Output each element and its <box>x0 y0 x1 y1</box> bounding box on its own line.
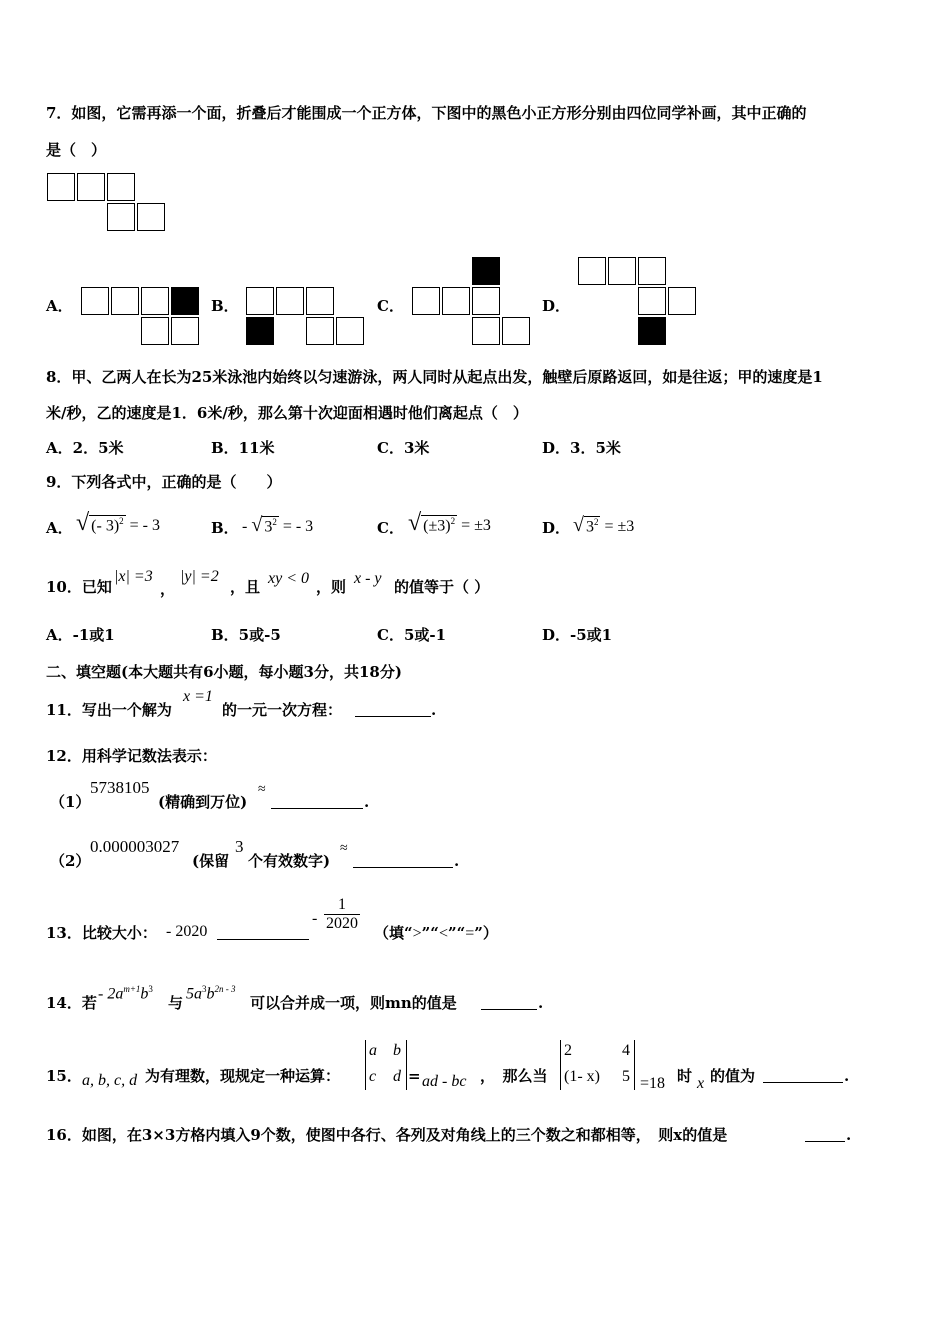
q10-option-a[interactable]: A．-1或1 <box>46 626 115 644</box>
q11-answer-blank[interactable] <box>355 702 431 721</box>
q7-text-2: 是（ ） <box>46 141 107 159</box>
q15-text-2: ， 那么当 <box>480 1067 548 1085</box>
q9-option-d-expr[interactable] <box>573 514 634 537</box>
q11-post: 的一元一次方程： <box>222 701 343 719</box>
q9-d-rhs: = ±3 <box>604 518 635 535</box>
q13-fraction-den: 2020 <box>326 915 358 932</box>
q7-option-d-label[interactable]: D． <box>542 297 571 315</box>
q15-equals-18: =18 <box>640 1075 666 1092</box>
det2-c: (1- x) <box>564 1068 600 1085</box>
q14-answer-blank[interactable] <box>481 995 537 1014</box>
q12-p1-end: . <box>364 793 370 811</box>
q9-option-c-label[interactable]: C． <box>377 519 404 537</box>
q16-end: . <box>846 1126 852 1144</box>
det2-b: 4 <box>622 1042 630 1059</box>
q13-eq-symbol: = <box>465 925 475 942</box>
q15-x: x <box>697 1075 705 1092</box>
q9-a-radicand: (- 3)$^2$ <box>91 515 124 534</box>
radical-sign: √ <box>408 510 422 536</box>
q12-p2-label: （2） <box>50 852 91 870</box>
q12-p1-answer-blank[interactable] <box>271 794 363 813</box>
q15-determinant-condition <box>560 1040 635 1090</box>
q9-option-d-label[interactable]: D． <box>542 519 571 537</box>
q15-variables: a, b, c, d <box>82 1072 138 1089</box>
q15-text-4: 的值为 <box>710 1067 756 1085</box>
q10-abs-y: |y| =2 <box>180 568 219 585</box>
q7-option-c-label[interactable]: C． <box>377 297 404 315</box>
q15-answer-blank[interactable] <box>763 1068 843 1087</box>
q15-end: . <box>844 1067 850 1085</box>
q10-mid: ，且 <box>230 578 261 596</box>
q8-option-b[interactable]: B．11米 <box>211 439 275 457</box>
q8-text: 8．甲、乙两人在长为25米泳池内始终以匀速游泳，两人同时从起点出发，触壁后原路返回，如是往返；甲的速度是1 <box>46 368 823 386</box>
q9-c-rhs: = ±3 <box>461 517 491 534</box>
q10-comma: ， <box>160 580 176 598</box>
q13-fraction-num: 1 <box>324 896 360 915</box>
q10-option-d[interactable]: D．-5或1 <box>542 626 613 644</box>
q12-p1-label: （1） <box>50 793 91 811</box>
q13-neg-sign: - <box>312 910 318 927</box>
q12-p2-digit: 3 <box>235 837 244 856</box>
q8-option-a[interactable]: A．2．5米 <box>46 439 124 457</box>
q9-b-minus: - <box>242 518 248 535</box>
q12-p2-answer-blank[interactable] <box>353 853 453 872</box>
q7-text: 7．如图，它需再添一个面，折叠后才能围成一个正方体，下图中的黑色小正方形分别由四位同学补画，其中正确的 <box>46 104 807 122</box>
q14-pre: 14．若 <box>46 994 97 1012</box>
q15-equals: = <box>408 1067 421 1085</box>
q13-gt-symbol: > <box>412 925 422 942</box>
q9-option-b-expr[interactable] <box>242 514 313 537</box>
q13-pre: 13．比较大小： <box>46 924 157 942</box>
section-heading: 二、填空题(本大题共有6小题，每小题3分，共18分) <box>46 663 402 681</box>
radical-sign: √ <box>573 514 584 536</box>
q9-text: 9．下列各式中，正确的是（ ） <box>46 473 282 491</box>
q11-solution: x =1 <box>183 688 213 705</box>
det2-a: 2 <box>564 1042 572 1059</box>
radical-sign: √ <box>76 510 90 536</box>
q12-p1-text: (精确到万位) <box>158 793 248 811</box>
q10-post: 的值等于（ ） <box>394 578 490 596</box>
q16-text: 16．如图，在3×3方格内填入9个数，使图中各行、各列及对角线上的三个数之和都相等， 则x的值是 <box>46 1126 728 1144</box>
q16-answer-blank[interactable] <box>805 1127 845 1146</box>
q12-p2-approx: ≈ <box>340 841 348 856</box>
q12-p2-end: . <box>454 852 460 870</box>
q8-option-d[interactable]: D．3．5米 <box>542 439 621 457</box>
q9-option-c-expr[interactable] <box>408 510 491 537</box>
q9-option-a-label[interactable]: A． <box>46 519 73 537</box>
q15-pre: 15． <box>46 1067 82 1085</box>
q10-pre: 10．已知 <box>46 578 112 596</box>
q15-text-3: 时 <box>677 1067 693 1085</box>
q8-option-c[interactable]: C．3米 <box>377 439 430 457</box>
q8-text-2: 米/秒，乙的速度是1．6米/秒，那么第十次迎面相遇时他们离起点（ ） <box>46 404 528 422</box>
det-c: c <box>369 1068 377 1085</box>
det-a: a <box>369 1042 377 1059</box>
q13-answer-blank[interactable] <box>217 925 309 944</box>
q12-p2-text: (保留 <box>192 852 230 870</box>
q10-xy-condition: xy < 0 <box>268 570 309 587</box>
q10-option-c[interactable]: C．5或-1 <box>377 626 447 644</box>
q10-x-minus-y: x - y <box>354 570 382 587</box>
q13-left-value: - 2020 <box>166 923 208 940</box>
q9-c-radicand: $(\pm 3)^2$ <box>423 515 456 534</box>
q13-lt-symbol: < <box>438 925 448 942</box>
q14-term-2: $5a^3b^{2n - 3}$ <box>186 984 236 1003</box>
q11-pre: 11．写出一个解为 <box>46 701 172 719</box>
q14-term-1: - $2a^{m+1}b^3$ <box>98 984 153 1003</box>
radical-sign: √ <box>251 514 263 536</box>
q9-b-rhs: = - 3 <box>282 518 314 535</box>
q14-and: 与 <box>168 994 184 1012</box>
q9-a-rhs: = - 3 <box>129 517 161 534</box>
q15-result: ad - bc <box>422 1073 467 1090</box>
q14-post: 可以合并成一项，则mn的值是 <box>250 994 457 1012</box>
det2-d: 5 <box>622 1068 630 1085</box>
q7-option-b-label[interactable]: B． <box>211 297 239 315</box>
q9-d-radicand: $3^2$ <box>585 516 599 535</box>
q7-option-a-label[interactable]: A． <box>46 297 73 315</box>
q12-p1-number: 5738105 <box>90 778 150 797</box>
q13-fill-instruction: （填“>”“<”“=”） <box>374 924 498 942</box>
q15-text-1: 为有理数，现规定一种运算： <box>145 1067 341 1085</box>
q12-p2-number: 0.000003027 <box>90 837 180 856</box>
q9-option-b-label[interactable]: B． <box>211 519 239 537</box>
q10-abs-x: |x| =3 <box>114 568 153 585</box>
q9-b-radicand: $3^2$ <box>264 516 277 535</box>
q10-mid-2: ，则 <box>316 578 347 596</box>
q12-p2-text-2: 个有效数字) <box>248 852 331 870</box>
q12-title: 12．用科学记数法表示： <box>46 747 217 765</box>
q15-determinant-definition <box>365 1040 407 1090</box>
q11-end: . <box>431 701 437 719</box>
q9-option-a-expr[interactable] <box>76 510 160 537</box>
det-d: d <box>393 1068 401 1085</box>
det-b: b <box>393 1042 401 1059</box>
q14-end: . <box>538 994 544 1012</box>
q10-option-b[interactable]: B．5或-5 <box>211 626 281 644</box>
q12-p1-approx: ≈ <box>258 782 266 797</box>
q13-fraction <box>324 896 360 933</box>
